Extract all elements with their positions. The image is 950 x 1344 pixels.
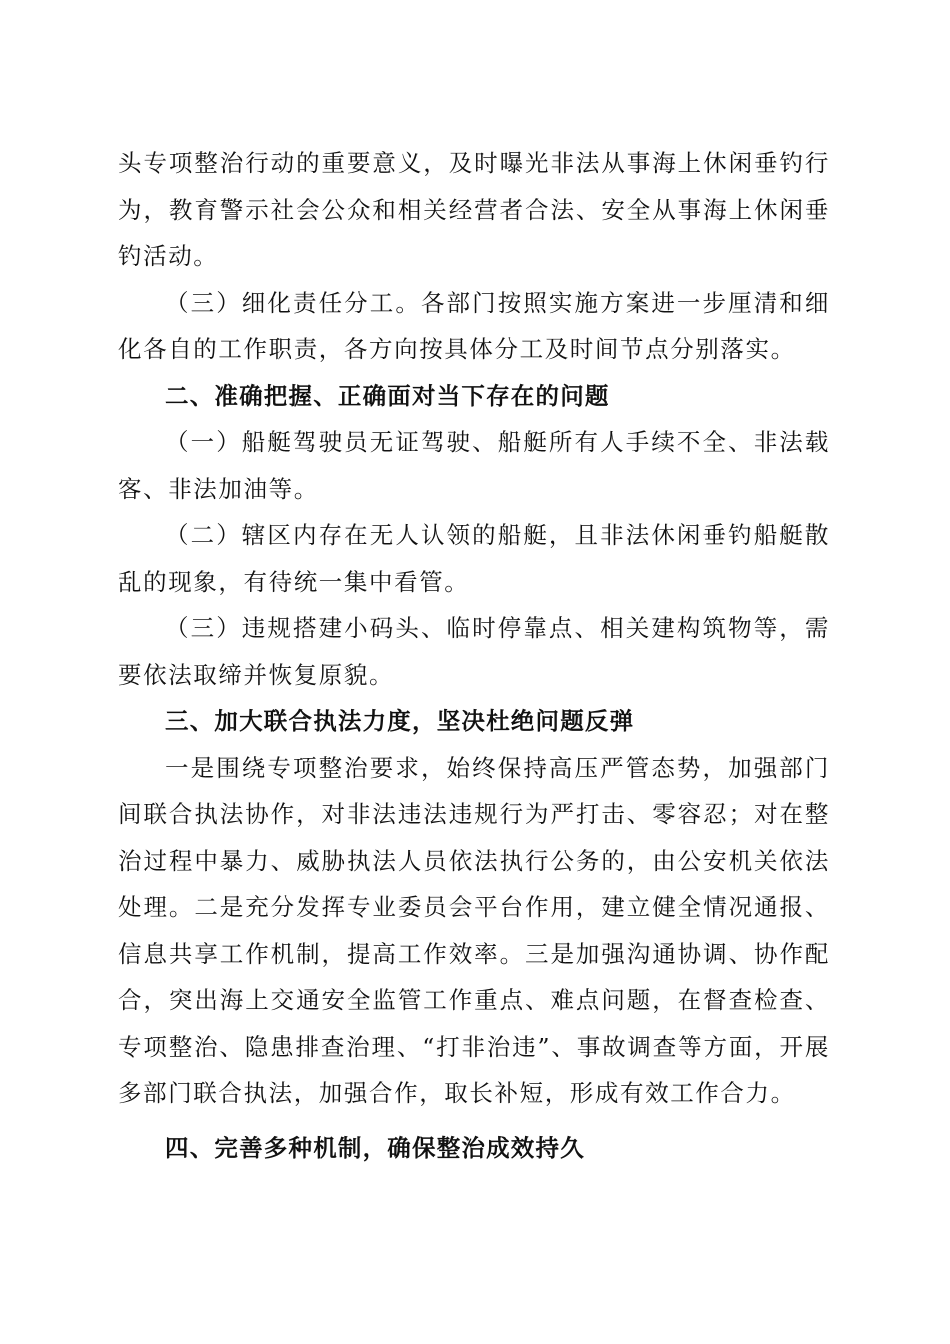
paragraph-issue-1: （一）船艇驾驶员无证驾驶、船艇所有人手续不全、非法载客、非法加油等。 <box>118 428 830 503</box>
spacer <box>118 1117 830 1125</box>
paragraph-enforcement: 一是围绕专项整治要求，始终保持高压严管态势，加强部门间联合执法协作，对非法违法违规行为严打击、零容忍；对在整治过程中暴力、威胁执法人员依法执行公务的，由公安机关依法处理。二是充分发挥专业委员会平台作用，建立健全情况通报、信息共享工作机制，提高工作效率。三是加强沟通协调、协作配合，突出海上交通安全监管工作重点、难点问题，在督查检查、专项整治、隐患排查治理、“打非治违”、事故调查等方面，开展多部门联合执法，加强合作，取长补短，形成有效工作合力。 <box>118 753 830 1107</box>
section-heading-3: 三、加大联合执法力度，坚决杜绝问题反弹 <box>165 707 635 735</box>
paragraph-issue-2: （二）辖区内存在无人认领的船艇，且非法休闲垂钓船艇散乱的现象，有待统一集中看管。 <box>118 521 830 596</box>
section-heading-4: 四、完善多种机制，确保整治成效持久 <box>165 1133 585 1162</box>
section-heading-2: 二、准确把握、正确面对当下存在的问题 <box>165 381 610 410</box>
paragraph-responsibility: （三）细化责任分工。各部门按照实施方案进一步厘清和细化各自的工作职责，各方向按具体分工及时间节点分别落实。 <box>118 288 830 363</box>
document-body <box>118 140 830 1171</box>
paragraph-continuation: 头专项整治行动的重要意义，及时曝光非法从事海上休闲垂钓行为，教育警示社会公众和相关经营者合法、安全从事海上休闲垂钓活动。 <box>118 149 830 270</box>
paragraph-issue-3: （三）违规搭建小码头、临时停靠点、相关建构筑物等，需要依法取缔并恢复原貌。 <box>118 614 830 689</box>
